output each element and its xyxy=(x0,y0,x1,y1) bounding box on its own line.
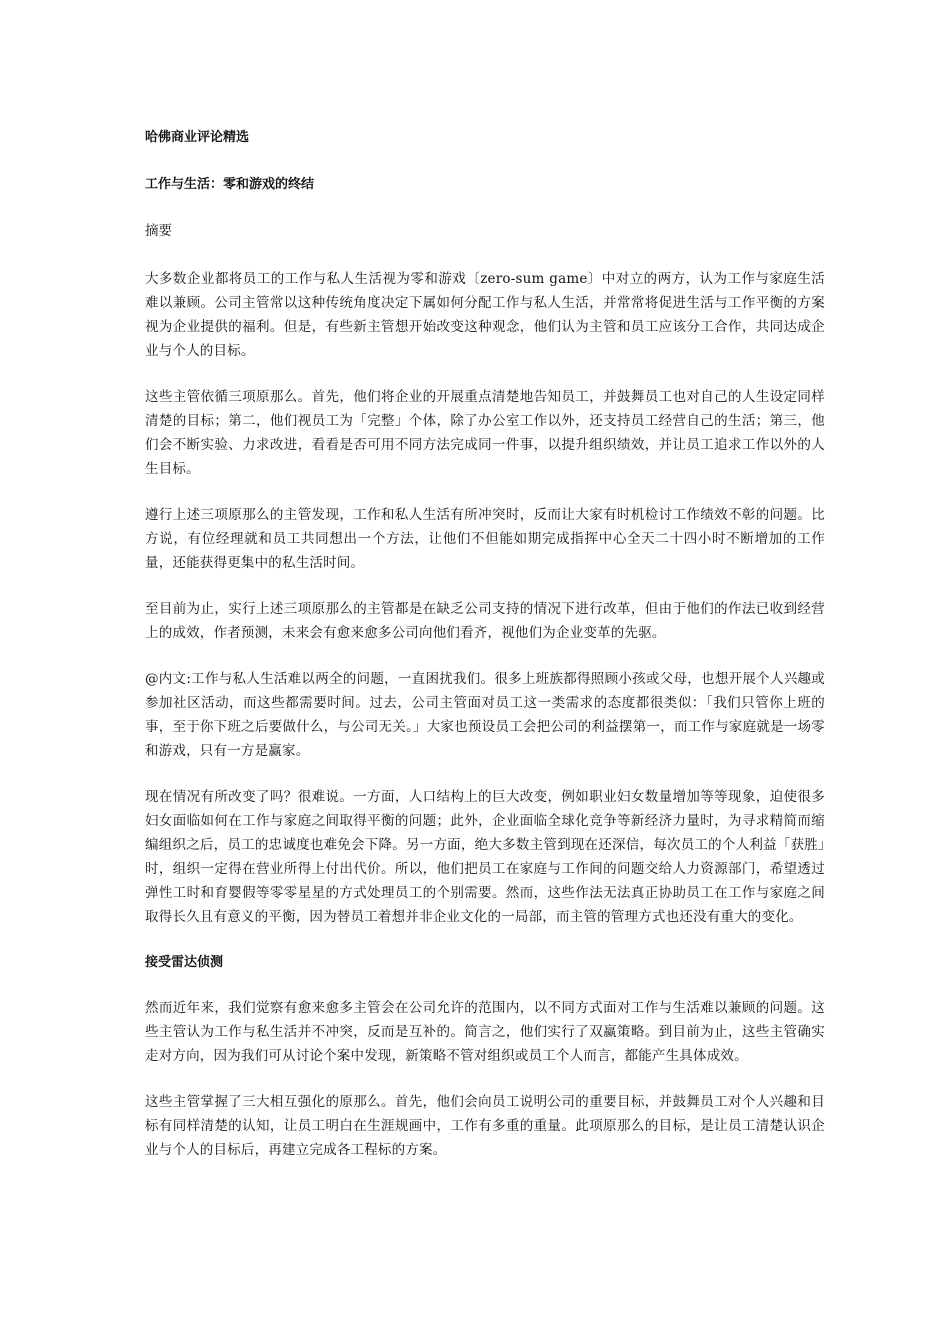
paragraph: 大多数企业都将员工的工作与私人生活视为零和游戏〔zero-sum game〕中对立的两方，认为工作与家庭生活难以兼顾。公司主管常以这种传统角度决定下属如何分配工作与私人生活，并常常将促进生活与工作平衡的方案视为企业提供的福利。但是，有些新主管想开始改变这种观念，他们认为主管和员工应该分工合作，共同达成企业与个人的目标。 xyxy=(145,271,825,359)
abstract-label: 摘要 xyxy=(145,223,172,239)
paragraph: 至目前为止，实行上述三项原那么的主管都是在缺乏公司支持的情况下进行改革，但由于他们的作法已收到经营上的成效，作者预测，未来会有愈来愈多公司向他们看齐，视他们为企业变革的先驱。 xyxy=(145,601,825,641)
paragraph: 这些主管掌握了三大相互强化的原那么。首先，他们会向员工说明公司的重要目标，并鼓舞员工对个人兴趣和目标有同样清楚的认知，让员工明白在生涯规画中，工作有多重的重量。此项原那么的目标，是让员工清楚认识企业与个人的目标后，再建立完成各工程标的方案。 xyxy=(145,1094,825,1158)
publication-title: 哈佛商业评论精选 xyxy=(145,130,250,145)
section-heading: 接受雷达侦测 xyxy=(145,955,224,970)
paragraph: 这些主管依循三项原那么。首先，他们将企业的开展重点清楚地告知员工，并鼓舞员工也对自己的人生设定同样清楚的目标；第二，他们视员工为「完整」个体，除了办公室工作以外，还支持员工经营自己的生活；第三，他们会不断实验、力求改进，看看是否可用不同方法完成同一件事，以提升组织绩效，并让员工追求工作以外的人生目标。 xyxy=(145,389,825,477)
article-title: 工作与生活：零和游戏的终结 xyxy=(145,177,315,192)
paragraph: 然而近年来，我们觉察有愈来愈多主管会在公司允许的范围内，以不同方式面对工作与生活难以兼顾的问题。这些主管认为工作与私生活并不冲突，反而是互补的。简言之，他们实行了双赢策略。到目前为止，这些主管确实走对方向，因为我们可从讨论个案中发现，新策略不管对组织或员工个人而言，都能产生具体成效。 xyxy=(145,1000,825,1064)
paragraph: 遵行上述三项原那么的主管发现，工作和私人生活有所冲突时，反而让大家有时机检讨工作绩效不彰的问题。比方说，有位经理就和员工共同想出一个方法，让他们不但能如期完成指挥中心全天二十四小时不断增加的工作量，还能获得更集中的私生活时间。 xyxy=(145,507,825,571)
paragraph: @内文:工作与私人生活难以两全的问题，一直困扰我们。很多上班族都得照顾小孩或父母，也想开展个人兴趣或参加社区活动，而这些都需要时间。过去，公司主管面对员工这一类需求的态度都很类似：「我们只管你上班的事，至于你下班之后要做什么，与公司无关。」大家也预设员工会把公司的利益摆第一，而工作与家庭就是一场零和游戏，只有一方是赢家。 xyxy=(145,671,825,759)
paragraph: 现在情况有所改变了吗？很难说。一方面，人口结构上的巨大改变，例如职业妇女数量增加等等现象，迫使很多妇女面临如何在工作与家庭之间取得平衡的问题；此外，企业面临全球化竞争等新经济力量时，为寻求精简而缩编组织之后，员工的忠诚度也难免会下降。另一方面，绝大多数主管到现在还深信，每次员工的个人利益「获胜」时，组织一定得在营业所得上付出代价。所以，他们把员工在家庭与工作间的问题交给人力资源部门，希望透过弹性工时和育婴假等零零星星的方式处理员工的个别需要。然而，这些作法无法真正协助员工在工作与家庭之间取得长久且有意义的平衡，因为替员工着想并非企业文化的一局部，而主管的管理方式也还没有重大的变化。 xyxy=(145,789,825,925)
document-page xyxy=(145,126,825,1162)
